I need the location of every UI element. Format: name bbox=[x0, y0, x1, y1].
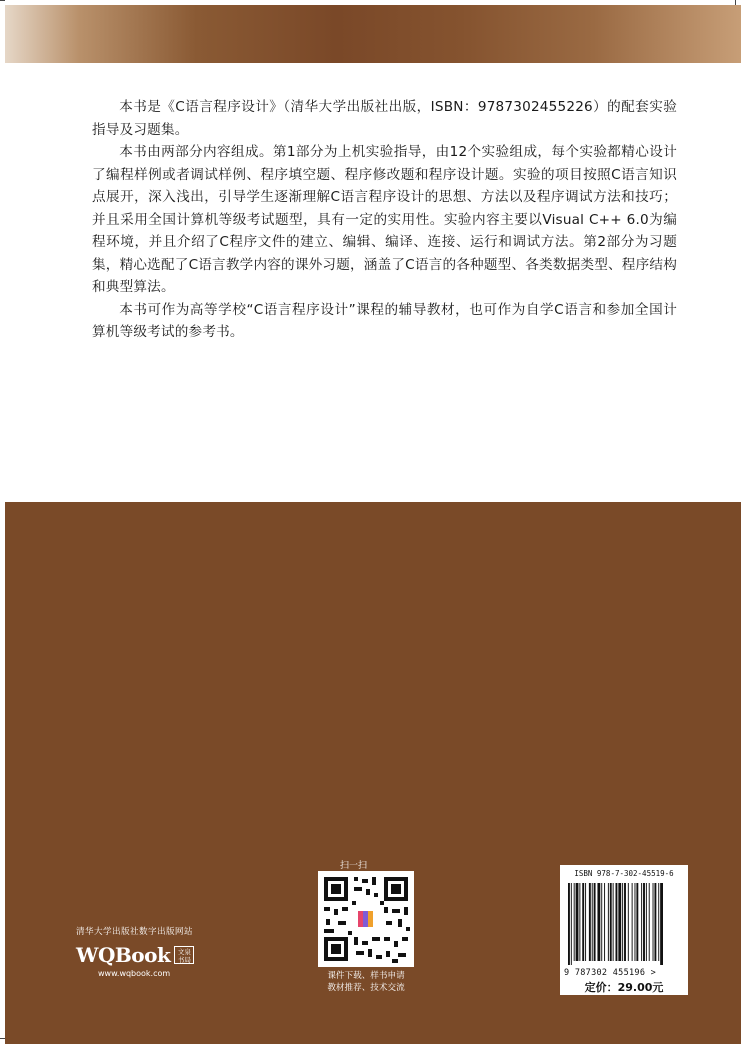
barcode-number: 9 787302 455196 > bbox=[564, 968, 657, 978]
barcode-bar bbox=[571, 883, 572, 965]
description-paragraph-2: 本书由两部分内容组成。第1部分为上机实验指导，由12个实验组成，每个实验都精心设计了编程样例或者调试样例、程序填空题、程序修改题和程序设计题。实验的项目按照C语言知识点展开，深入浅出，引导学生逐渐理解C语言程序设计的思想、方法以及程序调试方法和技巧；并且采用全国计算机等级考试题型，具有一定的实用性。实验内容主要以Visual C++ 6.0为编程环境，并且介绍了C程序文件的建立、编辑、编译、连接、运行和调试方法。第2部分为习题集，精心选配了C语言教学内容的课外习题，涵盖了C语言的各种题型、各类数据类型、程序结构和典型算法。 bbox=[92, 144, 677, 295]
barcode-bar bbox=[594, 883, 596, 961]
isbn-text: ISBN 978-7-302-45519-6 bbox=[574, 869, 674, 878]
top-decorative-band bbox=[5, 5, 741, 63]
qr-label: 扫一扫 bbox=[340, 861, 368, 871]
barcode-image bbox=[568, 883, 684, 965]
barcode-bar bbox=[576, 883, 579, 961]
description-paragraph-1: 本书是《C语言程序设计》（清华大学出版社出版，ISBN：9787302455226）的配套实验指导及习题集。 bbox=[92, 99, 677, 138]
barcode-bar bbox=[636, 883, 638, 961]
barcode-bar bbox=[589, 883, 591, 961]
barcode-bar bbox=[622, 883, 623, 961]
barcode-label bbox=[560, 865, 688, 995]
barcode-bar bbox=[608, 883, 609, 961]
barcode-bar bbox=[646, 883, 647, 961]
barcode-bar bbox=[649, 883, 650, 961]
barcode-bar bbox=[654, 883, 656, 961]
qr-caption-line-1: 课件下载、样书申请 bbox=[327, 971, 405, 981]
wenquan-badge: 文泉书局 bbox=[174, 946, 194, 964]
book-description bbox=[92, 96, 677, 344]
barcode-bar bbox=[624, 883, 626, 961]
barcode-bar bbox=[628, 883, 629, 961]
barcode-bar bbox=[616, 883, 618, 961]
barcode-bar bbox=[618, 883, 621, 961]
barcode-bar bbox=[660, 883, 663, 965]
qr-code[interactable] bbox=[318, 871, 414, 967]
barcode-bar bbox=[574, 883, 575, 961]
wqbook-logo-text: WQBook bbox=[76, 943, 171, 967]
barcode-bar bbox=[579, 883, 580, 961]
barcode-bar bbox=[568, 883, 570, 965]
barcode-bar bbox=[585, 883, 586, 961]
qr-code-image bbox=[318, 871, 414, 967]
barcode-bar bbox=[653, 883, 654, 961]
publisher-url: www.wqbook.com bbox=[98, 969, 171, 978]
publisher-logo bbox=[76, 943, 216, 967]
barcode-bar bbox=[582, 883, 584, 961]
barcode-bar bbox=[601, 883, 602, 961]
barcode-bar bbox=[632, 883, 633, 961]
barcode-bar bbox=[641, 883, 642, 961]
barcode-bar bbox=[592, 883, 593, 961]
publisher-name: 清华大学出版社数字出版网站 bbox=[76, 927, 193, 937]
publisher-block bbox=[76, 925, 216, 978]
barcode-bar bbox=[604, 883, 605, 961]
barcode-bar bbox=[635, 883, 636, 961]
barcode-bar bbox=[610, 883, 612, 961]
description-paragraph-3: 本书可作为高等学校“C语言程序设计”课程的辅导教材，也可作为自学C语言和参加全国计算机等级考试的参考书。 bbox=[92, 301, 677, 340]
barcode-bar bbox=[613, 883, 614, 961]
barcode-bar bbox=[597, 883, 600, 961]
qr-caption-line-2: 教材推荐、技术交流 bbox=[327, 983, 405, 993]
price-label: 定价：29.00元 bbox=[584, 981, 664, 994]
barcode-bar bbox=[643, 883, 645, 961]
qr-caption bbox=[318, 970, 414, 994]
barcode-bar bbox=[658, 883, 659, 961]
